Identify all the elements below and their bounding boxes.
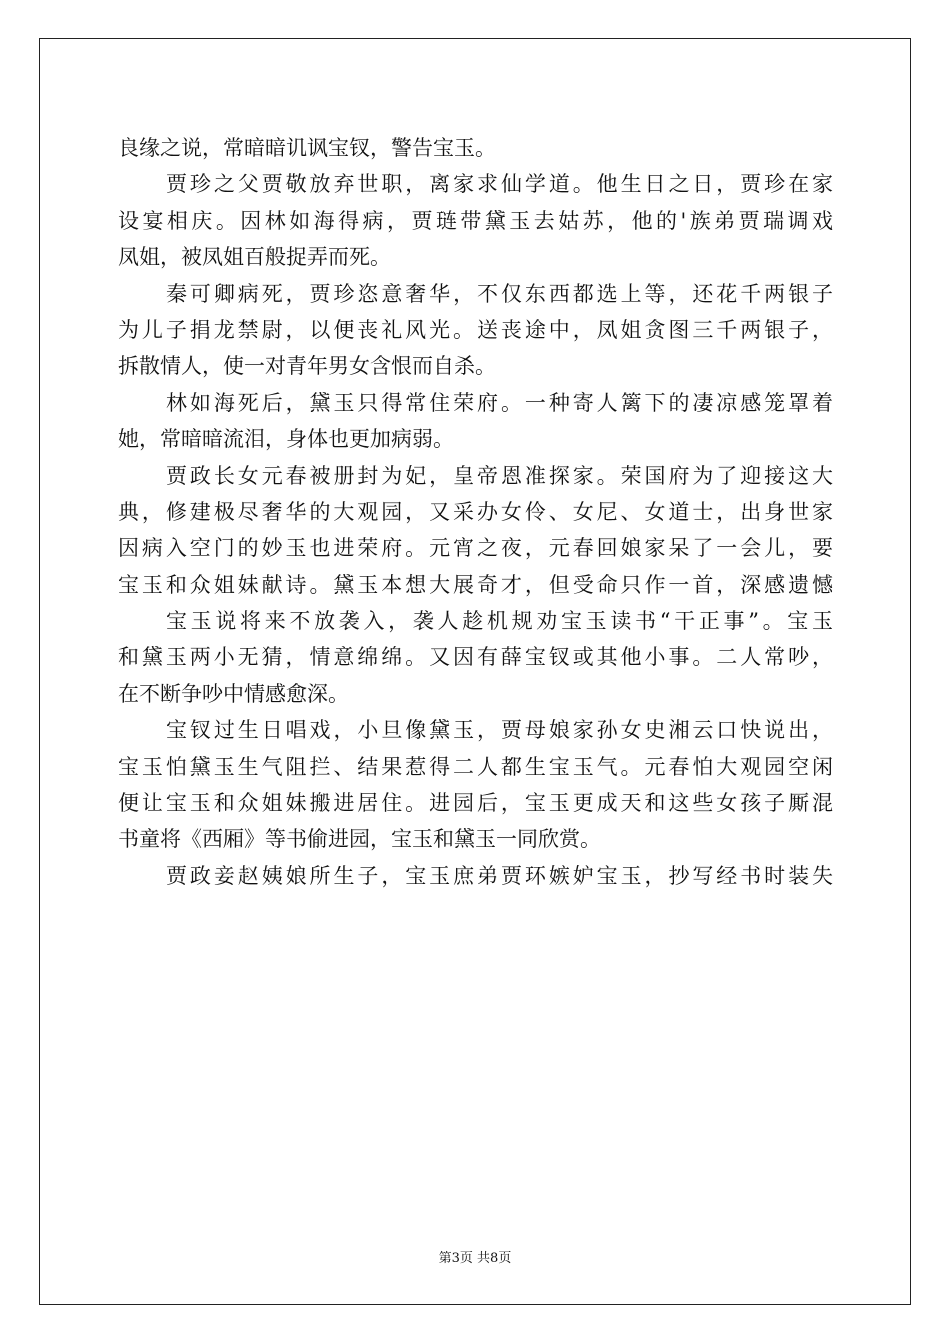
text-line: 和黛玉两小无猜，情意绵绵。又因有薛宝钗或其他小事。二人常吵，: [118, 645, 833, 670]
text-line: 宝玉说将来不放袭入，袭人趁机规劝宝玉读书“干正事”。宝玉: [166, 609, 833, 634]
text-line: 因病入空门的妙玉也进荣府。元宵之夜，元春回娘家呆了一会儿，要: [118, 536, 833, 561]
text-line: 书童将《西厢》等书偷进园，宝玉和黛玉一同欣赏。: [118, 827, 601, 852]
text-line: 贾政妾赵姨娘所生子，宝玉庶弟贾环嫉妒宝玉，抄写经书时装失: [166, 863, 833, 888]
text-line: 林如海死后，黛玉只得常住荣府。一种寄人篱下的凄凉感笼罩着: [166, 390, 833, 415]
text-line: 拆散情人，使一对青年男女含恨而自杀。: [118, 354, 496, 379]
page-number-footer: 第3页 共8页: [438, 1251, 512, 1266]
text-line: 在不断争吵中情感愈深。: [118, 681, 349, 706]
text-line: 贾政长女元春被册封为妃，皇帝恩准探家。荣国府为了迎接这大: [166, 463, 833, 488]
text-line: 她，常暗暗流泪，身体也更加病弱。: [118, 427, 454, 452]
text-line: 宝玉和众姐妹献诗。黛玉本想大展奇才，但受命只作一首，深感遗憾: [118, 572, 833, 597]
text-line: 典，修建极尽奢华的大观园，又采办女伶、女尼、女道士，出身世家: [118, 499, 833, 524]
text-line: 为儿子捐龙禁尉，以便丧礼风光。送丧途中，凤姐贪图三千两银子，: [118, 317, 833, 342]
text-line: 宝玉怕黛玉生气阻拦、结果惹得二人都生宝玉气。元春怕大观园空闲: [118, 754, 833, 779]
text-line: 宝钗过生日唱戏，小旦像黛玉，贾母娘家孙女史湘云口快说出，: [166, 718, 833, 743]
text-line: 设宴相庆。因林如海得病，贾琏带黛玉去姑苏，他的'族弟贾瑞调戏: [118, 208, 833, 233]
text-line: 凤姐，被凤姐百般捉弄而死。: [118, 245, 391, 270]
document-body: [118, 130, 833, 894]
text-line: 贾珍之父贾敬放弃世职，离家求仙学道。他生日之日，贾珍在家: [166, 172, 833, 197]
text-line: 良缘之说，常暗暗讥讽宝钗，警告宝玉。: [118, 136, 496, 160]
text-line: 便让宝玉和众姐妹搬进居住。进园后，宝玉更成天和这些女孩子厮混: [118, 791, 833, 816]
text-line: 秦可卿病死，贾珍恣意奢华，不仅东西都选上等，还花千两银子: [166, 281, 833, 306]
